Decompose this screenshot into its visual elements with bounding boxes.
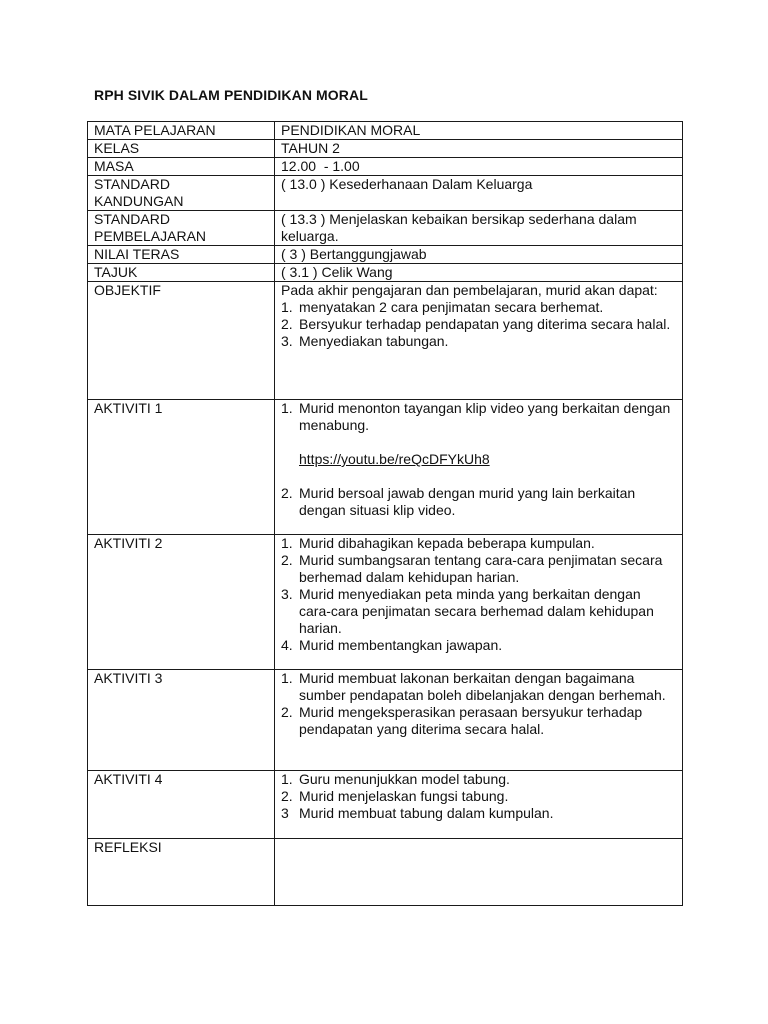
table-row: [88, 535, 683, 670]
table-row: [88, 264, 683, 282]
list-number: 2.: [281, 704, 293, 720]
value-standard-pembelajaran: ( 13.3 ) Menjelaskan kebaikan bersikap sederhana dalam keluarga.: [275, 211, 683, 246]
list-text: Murid bersoal jawab dengan murid yang lain berkaitan dengan situasi klip video.: [299, 485, 636, 518]
list-number: 1.: [281, 771, 293, 787]
list-text: Bersyukur terhadap pendapatan yang diterima secara halal.: [299, 316, 671, 332]
value-objektif: [275, 282, 683, 400]
value-aktiviti-2: [275, 535, 683, 670]
lesson-plan-table: [87, 121, 683, 906]
table-row: [88, 176, 683, 211]
document-title: RPH SIVIK DALAM PENDIDIKAN MORAL: [94, 87, 368, 103]
value-refleksi: [275, 839, 683, 906]
list-item: [281, 637, 676, 654]
list-number: 1.: [281, 535, 293, 551]
table-row: [88, 140, 683, 158]
list-text: menyatakan 2 cara penjimatan secara berhemat.: [299, 299, 604, 315]
list-item: [281, 299, 676, 316]
list-number: 1.: [281, 299, 293, 315]
list-item: [281, 586, 676, 637]
list-text: Murid membuat tabung dalam kumpulan.: [299, 805, 554, 821]
label-line: STANDARD: [94, 176, 170, 192]
list-number: 2.: [281, 788, 293, 804]
list-item: [281, 670, 676, 704]
table-row: [88, 670, 683, 771]
list-item: [281, 535, 676, 552]
list-number: 3.: [281, 333, 293, 349]
list-number: 1.: [281, 400, 293, 416]
list-number: 3: [281, 805, 289, 821]
table-row: [88, 211, 683, 246]
aktiviti-1-list-continued: [281, 485, 676, 519]
table-row: [88, 400, 683, 535]
aktiviti-1-list: [281, 400, 676, 434]
label-masa: MASA: [88, 158, 275, 176]
table-row: [88, 158, 683, 176]
label-tajuk: TAJUK: [88, 264, 275, 282]
value-masa: 12.00 - 1.00: [275, 158, 683, 176]
value-nilai-teras: ( 3 ) Bertanggungjawab: [275, 246, 683, 264]
value-kelas: TAHUN 2: [275, 140, 683, 158]
list-number: 4.: [281, 637, 293, 653]
value-aktiviti-3: [275, 670, 683, 771]
label-line: STANDARD: [94, 211, 170, 227]
list-text: Murid dibahagikan kepada beberapa kumpulan.: [299, 535, 595, 551]
list-text: Guru menunjukkan model tabung.: [299, 771, 510, 787]
label-standard-pembelajaran: [88, 211, 275, 246]
label-nilai-teras: NILAI TERAS: [88, 246, 275, 264]
value-aktiviti-1: [275, 400, 683, 535]
label-aktiviti-1: AKTIVITI 1: [88, 400, 275, 535]
list-item: [281, 771, 676, 788]
list-item: [281, 788, 676, 805]
label-aktiviti-4: AKTIVITI 4: [88, 771, 275, 839]
value-aktiviti-4: [275, 771, 683, 839]
list-item: [281, 552, 676, 586]
video-link[interactable]: https://youtu.be/reQcDFYkUh8: [299, 451, 490, 467]
list-text: Murid menyediakan peta minda yang berkaitan dengan cara-cara penjimatan secara berhemad dalam kehidupan harian.: [299, 586, 654, 636]
aktiviti-4-list: [281, 771, 676, 822]
list-item: [281, 333, 676, 350]
table-row: [88, 282, 683, 400]
list-text: Murid membuat lakonan berkaitan dengan bagaimana sumber pendapatan boleh dibelanjakan dengan berhemah.: [299, 670, 666, 703]
list-item: [281, 485, 676, 519]
label-kelas: KELAS: [88, 140, 275, 158]
objektif-list: [281, 299, 676, 350]
list-number: 2.: [281, 316, 293, 332]
aktiviti-3-list: [281, 670, 676, 738]
list-item: [281, 400, 676, 434]
list-text: Murid sumbangsaran tentang cara-cara penjimatan secara berhemad dalam kehidupan harian.: [299, 552, 663, 585]
list-item: [281, 805, 676, 822]
table-row: [88, 122, 683, 140]
value-tajuk: ( 3.1 ) Celik Wang: [275, 264, 683, 282]
list-text: Murid mengeksperasikan perasaan bersyukur terhadap pendapatan yang diterima secara halal.: [299, 704, 643, 737]
table-row: [88, 839, 683, 906]
aktiviti-2-list: [281, 535, 676, 654]
list-number: 2.: [281, 552, 293, 568]
value-standard-kandungan: ( 13.0 ) Kesederhanaan Dalam Keluarga: [275, 176, 683, 211]
list-text: Menyediakan tabungan.: [299, 333, 449, 349]
list-number: 3.: [281, 586, 293, 602]
list-text: Murid membentangkan jawapan.: [299, 637, 503, 653]
value-mata-pelajaran: PENDIDIKAN MORAL: [275, 122, 683, 140]
label-aktiviti-2: AKTIVITI 2: [88, 535, 275, 670]
list-text: Murid menjelaskan fungsi tabung.: [299, 788, 509, 804]
table-row: [88, 246, 683, 264]
label-line: KANDUNGAN: [94, 193, 184, 209]
objektif-intro: Pada akhir pengajaran dan pembelajaran, murid akan dapat:: [281, 282, 658, 298]
label-standard-kandungan: [88, 176, 275, 211]
list-item: [281, 704, 676, 738]
list-text: Murid menonton tayangan klip video yang berkaitan dengan menabung.: [299, 400, 671, 433]
table-row: [88, 771, 683, 839]
label-aktiviti-3: AKTIVITI 3: [88, 670, 275, 771]
label-refleksi: REFLEKSI: [88, 839, 275, 906]
list-number: 2.: [281, 485, 293, 501]
label-line: PEMBELAJARAN: [94, 228, 207, 244]
list-item: [281, 316, 676, 333]
label-mata-pelajaran: MATA PELAJARAN: [88, 122, 275, 140]
label-objektif: OBJEKTIF: [88, 282, 275, 400]
list-number: 1.: [281, 670, 293, 686]
